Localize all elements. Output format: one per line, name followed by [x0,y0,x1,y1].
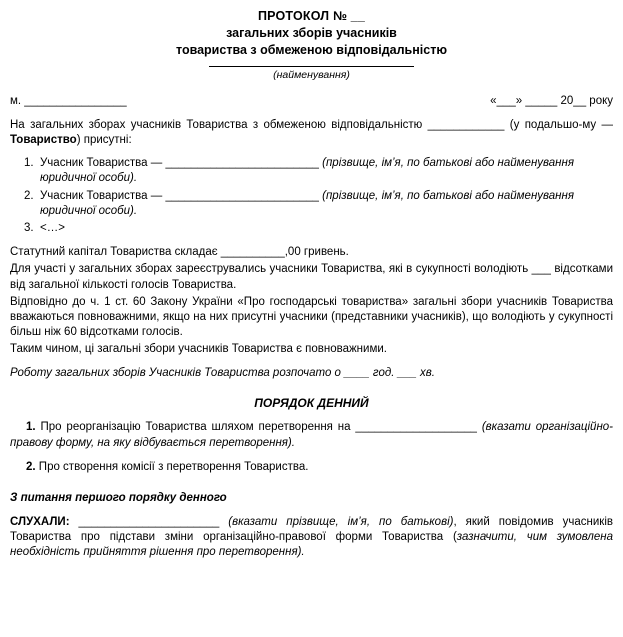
list-item-text: Учасник Товариства — ________________________ [40,157,323,170]
list-item-text: Учасник Товариства — ________________________ [40,189,323,202]
date-field: «___» _____ 20__ року [490,94,613,107]
list-item [10,156,613,186]
place-field: м. ________________ [10,94,127,107]
speak-note-2: зазначити, чим зумовлена необхідність прийняття рішення про перетворення). [10,531,613,559]
agenda-item-1-number: 1. [26,421,36,434]
list-item-note: (прізвище, ім’я, по батькові або найменування юридичної особи). [40,189,574,217]
intro-term-bold: Товариство [10,134,77,147]
participants-list [10,156,613,236]
intro-text-part1: На загальних зборах учасників Товариства з обмеженою відповідальністю ____________ (у подальшо-му — [10,118,613,131]
intro-paragraph [10,118,613,148]
capital-paragraph: Статутний капітал Товариства складає __________,00 гривень. [10,246,349,259]
agenda-item-1 [10,420,613,450]
list-item-text: <…> [40,222,65,234]
agenda-item-1-text: Про реорганізацію Товариства шляхом перетворення на ___________________ [40,421,482,434]
agenda-item-2-number: 2. [26,460,36,473]
speak-blank: ______________________ [69,516,229,529]
place-and-date-row [10,94,613,109]
first-question-heading: З питання першого порядку денного [10,491,227,504]
list-item-number: 2. [24,189,34,202]
agenda-item-1-note: (вказати організаційно-правову форму, на яку відбувається перетворення). [10,421,614,449]
work-start-paragraph: Роботу загальних зборів Учасників Товариства розпочато о ____ год. ___ хв. [10,367,435,380]
speakers-paragraph [10,515,613,561]
company-name-caption: (найменування) [273,68,350,81]
speak-tail: , який повідомив учасників Товариства про підстави зміни організаційно-правової форми Товариства ( [10,516,613,544]
document-title-block [10,8,613,82]
list-item [10,221,613,236]
list-item-number: 3. [24,222,34,234]
list-item-number: 1. [24,157,34,170]
title-subline-2: товариства з обмеженою відповідальністю [175,42,447,57]
conclusion-paragraph: Таким чином, ці загальні збори учасників Товариства є повноважними. [10,343,387,356]
page-title: ПРОТОКОЛ № __ [257,9,366,23]
list-item-note: (прізвище, ім’я, по батькові або найменування юридичної особи). [40,157,574,185]
agenda-item-2 [10,460,613,475]
law-reference-paragraph: Відповідно до ч. 1 ст. 60 Закону України «Про господарські товариства» загальні збори учасників Товариства вважаються повноважними, якщо на них присутні учасники (представники учасників), що володіють у сукупності більш ніж 60 відсотками голосів. [10,295,613,339]
agenda-item-2-text: Про створення комісії з перетворення Товариства. [38,460,309,473]
speak-label: СЛУХАЛИ: [10,516,70,529]
intro-text-part2: ) присутні: [76,134,132,147]
company-name-blank-rule [209,65,414,67]
speak-note: (вказати прізвище, ім’я, по батькові) [228,516,454,529]
title-subline-1: загальних зборів учасників [226,25,397,40]
agenda-title: ПОРЯДОК ДЕННИЙ [254,395,369,410]
registration-paragraph: Для участі у загальних зборах зареєструвались учасники Товариства, які в сукупності володіють ___ відсотками від загальної кількості голосів Товариства. [10,263,613,291]
list-item [10,189,613,219]
